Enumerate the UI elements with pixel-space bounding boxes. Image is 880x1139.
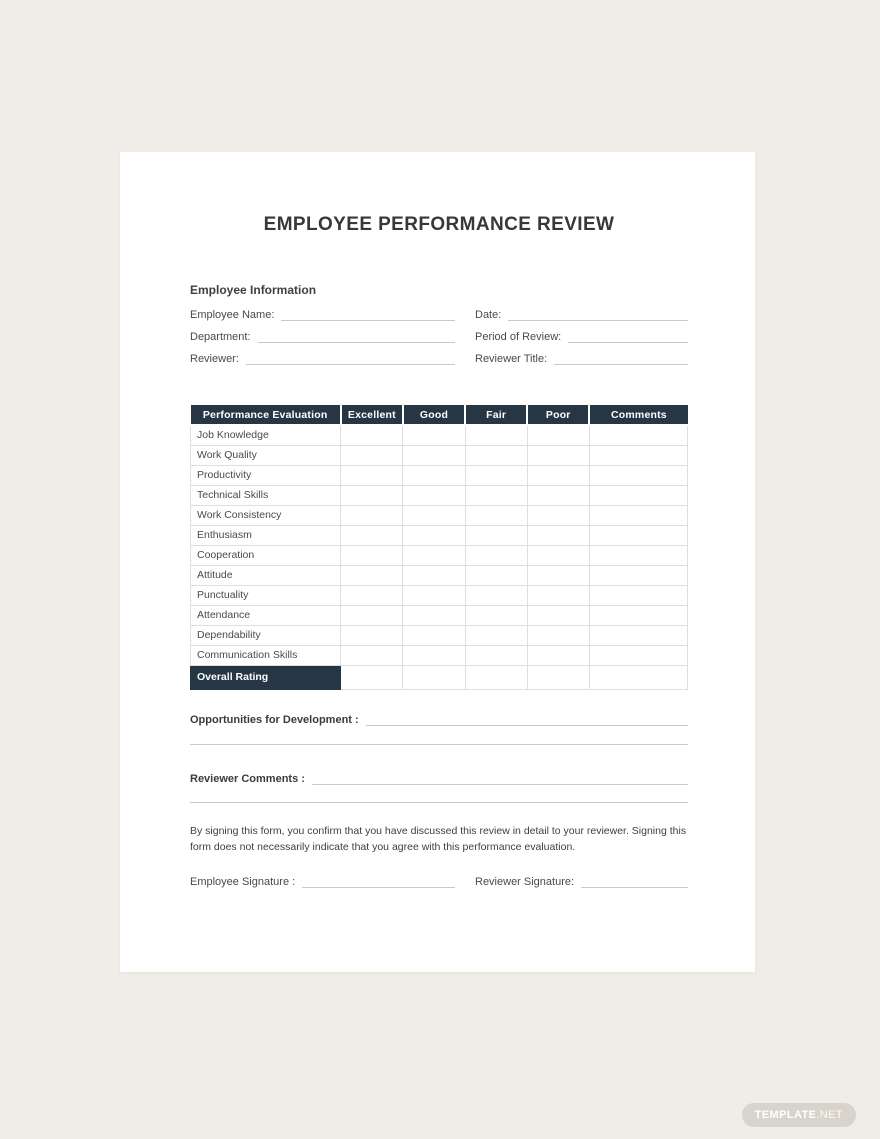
fair-cell[interactable] bbox=[465, 525, 527, 545]
header-excellent: Excellent bbox=[341, 404, 403, 425]
development-section bbox=[190, 710, 688, 726]
employee-name-input[interactable] bbox=[281, 308, 455, 321]
page-title: EMPLOYEE PERFORMANCE REVIEW bbox=[263, 214, 615, 235]
page-content bbox=[190, 152, 688, 972]
criterion-label: Attitude bbox=[191, 565, 341, 585]
employee-signature-input[interactable] bbox=[302, 875, 455, 888]
table-row bbox=[191, 445, 688, 465]
table-row bbox=[191, 545, 688, 565]
reviewer-title-label: Reviewer Title: bbox=[475, 353, 548, 365]
excellent-cell[interactable] bbox=[341, 445, 403, 465]
poor-cell[interactable] bbox=[527, 485, 589, 505]
excellent-cell[interactable] bbox=[341, 625, 403, 645]
excellent-cell[interactable] bbox=[341, 565, 403, 585]
comments-cell[interactable] bbox=[589, 625, 687, 645]
excellent-cell[interactable] bbox=[341, 425, 403, 445]
criterion-label: Communication Skills bbox=[191, 645, 341, 665]
fair-cell[interactable] bbox=[465, 445, 527, 465]
fair-cell[interactable] bbox=[465, 645, 527, 665]
table-row bbox=[191, 585, 688, 605]
header-fair: Fair bbox=[465, 404, 527, 425]
criterion-label: Job Knowledge bbox=[191, 425, 341, 445]
reviewer-comments-label: Reviewer Comments : bbox=[190, 773, 305, 785]
excellent-cell[interactable] bbox=[341, 525, 403, 545]
criterion-label: Work Quality bbox=[191, 445, 341, 465]
employee-info-heading: Employee Information bbox=[190, 283, 317, 297]
period-of-review-field bbox=[475, 329, 688, 343]
excellent-cell[interactable] bbox=[341, 665, 403, 689]
employee-signature-label: Employee Signature : bbox=[190, 876, 296, 888]
table-row bbox=[191, 645, 688, 665]
criterion-label: Cooperation bbox=[191, 545, 341, 565]
header-poor: Poor bbox=[527, 404, 589, 425]
table-row bbox=[191, 485, 688, 505]
good-cell[interactable] bbox=[403, 465, 465, 485]
comments-cell[interactable] bbox=[589, 605, 687, 625]
fair-cell[interactable] bbox=[465, 505, 527, 525]
poor-cell[interactable] bbox=[527, 525, 589, 545]
criterion-label: Enthusiasm bbox=[191, 525, 341, 545]
good-cell[interactable] bbox=[403, 525, 465, 545]
date-input[interactable] bbox=[508, 308, 688, 321]
header-comments: Comments bbox=[589, 404, 687, 425]
poor-cell[interactable] bbox=[527, 465, 589, 485]
criterion-label: Productivity bbox=[191, 465, 341, 485]
poor-cell[interactable] bbox=[527, 445, 589, 465]
watermark-badge[interactable] bbox=[742, 1103, 856, 1127]
employee-info-fields bbox=[190, 307, 688, 365]
comments-cell[interactable] bbox=[589, 665, 687, 689]
department-label: Department: bbox=[190, 331, 251, 343]
signatures-section bbox=[190, 874, 688, 888]
good-cell[interactable] bbox=[403, 545, 465, 565]
comments-cell[interactable] bbox=[589, 505, 687, 525]
good-cell[interactable] bbox=[403, 425, 465, 445]
development-label: Opportunities for Development : bbox=[190, 714, 359, 726]
header-performance-evaluation: Performance Evaluation bbox=[191, 404, 341, 425]
poor-cell[interactable] bbox=[527, 665, 589, 689]
excellent-cell[interactable] bbox=[341, 505, 403, 525]
signing-disclaimer: By signing this form, you confirm that you have discussed this review in detail to your reviewer. Signing this form does not necessarily indicate that you agree with this performance evaluation. bbox=[190, 825, 687, 853]
reviewer-signature-field bbox=[475, 874, 688, 888]
watermark-brand-light: .NET bbox=[816, 1109, 843, 1121]
excellent-cell[interactable] bbox=[341, 585, 403, 605]
reviewer-title-field bbox=[475, 351, 688, 365]
comments-cell[interactable] bbox=[589, 425, 687, 445]
poor-cell[interactable] bbox=[527, 585, 589, 605]
criterion-label: Attendance bbox=[191, 605, 341, 625]
table-row bbox=[191, 605, 688, 625]
fair-cell[interactable] bbox=[465, 485, 527, 505]
criterion-label: Technical Skills bbox=[191, 485, 341, 505]
fair-cell[interactable] bbox=[465, 465, 527, 485]
development-input-line2[interactable] bbox=[190, 744, 688, 745]
good-cell[interactable] bbox=[403, 445, 465, 465]
development-input-line1[interactable] bbox=[366, 713, 688, 726]
document-page bbox=[120, 152, 755, 972]
poor-cell[interactable] bbox=[527, 425, 589, 445]
performance-evaluation-table bbox=[190, 403, 688, 690]
criterion-label: Dependability bbox=[191, 625, 341, 645]
fair-cell[interactable] bbox=[465, 565, 527, 585]
department-field bbox=[190, 329, 455, 343]
table-row bbox=[191, 625, 688, 645]
comments-cell[interactable] bbox=[589, 585, 687, 605]
criterion-label: Punctuality bbox=[191, 585, 341, 605]
good-cell[interactable] bbox=[403, 485, 465, 505]
reviewer-comments-input-line1[interactable] bbox=[312, 772, 688, 785]
good-cell[interactable] bbox=[403, 665, 465, 689]
good-cell[interactable] bbox=[403, 585, 465, 605]
fair-cell[interactable] bbox=[465, 585, 527, 605]
fair-cell[interactable] bbox=[465, 665, 527, 689]
comments-cell[interactable] bbox=[589, 445, 687, 465]
good-cell[interactable] bbox=[403, 605, 465, 625]
overall-rating-label: Overall Rating bbox=[191, 665, 341, 689]
poor-cell[interactable] bbox=[527, 505, 589, 525]
poor-cell[interactable] bbox=[527, 625, 589, 645]
employee-name-field bbox=[190, 307, 455, 321]
fair-cell[interactable] bbox=[465, 605, 527, 625]
excellent-cell[interactable] bbox=[341, 605, 403, 625]
comments-cell[interactable] bbox=[589, 545, 687, 565]
fair-cell[interactable] bbox=[465, 545, 527, 565]
period-of-review-input[interactable] bbox=[568, 330, 688, 343]
good-cell[interactable] bbox=[403, 505, 465, 525]
reviewer-input[interactable] bbox=[246, 352, 455, 365]
reviewer-title-input[interactable] bbox=[554, 352, 688, 365]
watermark-brand-bold: TEMPLATE bbox=[754, 1109, 817, 1121]
reviewer-signature-input[interactable] bbox=[581, 875, 688, 888]
reviewer-comments-section bbox=[190, 769, 688, 785]
comments-cell[interactable] bbox=[589, 485, 687, 505]
excellent-cell[interactable] bbox=[341, 465, 403, 485]
comments-cell[interactable] bbox=[589, 465, 687, 485]
criterion-label: Work Consistency bbox=[191, 505, 341, 525]
good-cell[interactable] bbox=[403, 565, 465, 585]
reviewer-signature-label: Reviewer Signature: bbox=[475, 876, 575, 888]
reviewer-comments-input-line2[interactable] bbox=[190, 802, 688, 803]
date-label: Date: bbox=[475, 309, 502, 321]
good-cell[interactable] bbox=[403, 625, 465, 645]
comments-cell[interactable] bbox=[589, 645, 687, 665]
good-cell[interactable] bbox=[403, 645, 465, 665]
poor-cell[interactable] bbox=[527, 545, 589, 565]
table-header-row bbox=[191, 404, 688, 425]
excellent-cell[interactable] bbox=[341, 645, 403, 665]
comments-cell[interactable] bbox=[589, 565, 687, 585]
table-row bbox=[191, 425, 688, 445]
department-input[interactable] bbox=[258, 330, 455, 343]
reviewer-label: Reviewer: bbox=[190, 353, 239, 365]
poor-cell[interactable] bbox=[527, 605, 589, 625]
table-row bbox=[191, 465, 688, 485]
poor-cell[interactable] bbox=[527, 645, 589, 665]
fair-cell[interactable] bbox=[465, 425, 527, 445]
employee-signature-field bbox=[190, 874, 455, 888]
header-good: Good bbox=[403, 404, 465, 425]
date-field bbox=[475, 307, 688, 321]
employee-name-label: Employee Name: bbox=[190, 309, 275, 321]
reviewer-field bbox=[190, 351, 455, 365]
table-row bbox=[191, 505, 688, 525]
excellent-cell[interactable] bbox=[341, 485, 403, 505]
poor-cell[interactable] bbox=[527, 565, 589, 585]
period-of-review-label: Period of Review: bbox=[475, 331, 562, 343]
table-row bbox=[191, 565, 688, 585]
comments-cell[interactable] bbox=[589, 525, 687, 545]
overall-rating-row bbox=[191, 665, 688, 689]
excellent-cell[interactable] bbox=[341, 545, 403, 565]
table-row bbox=[191, 525, 688, 545]
fair-cell[interactable] bbox=[465, 625, 527, 645]
